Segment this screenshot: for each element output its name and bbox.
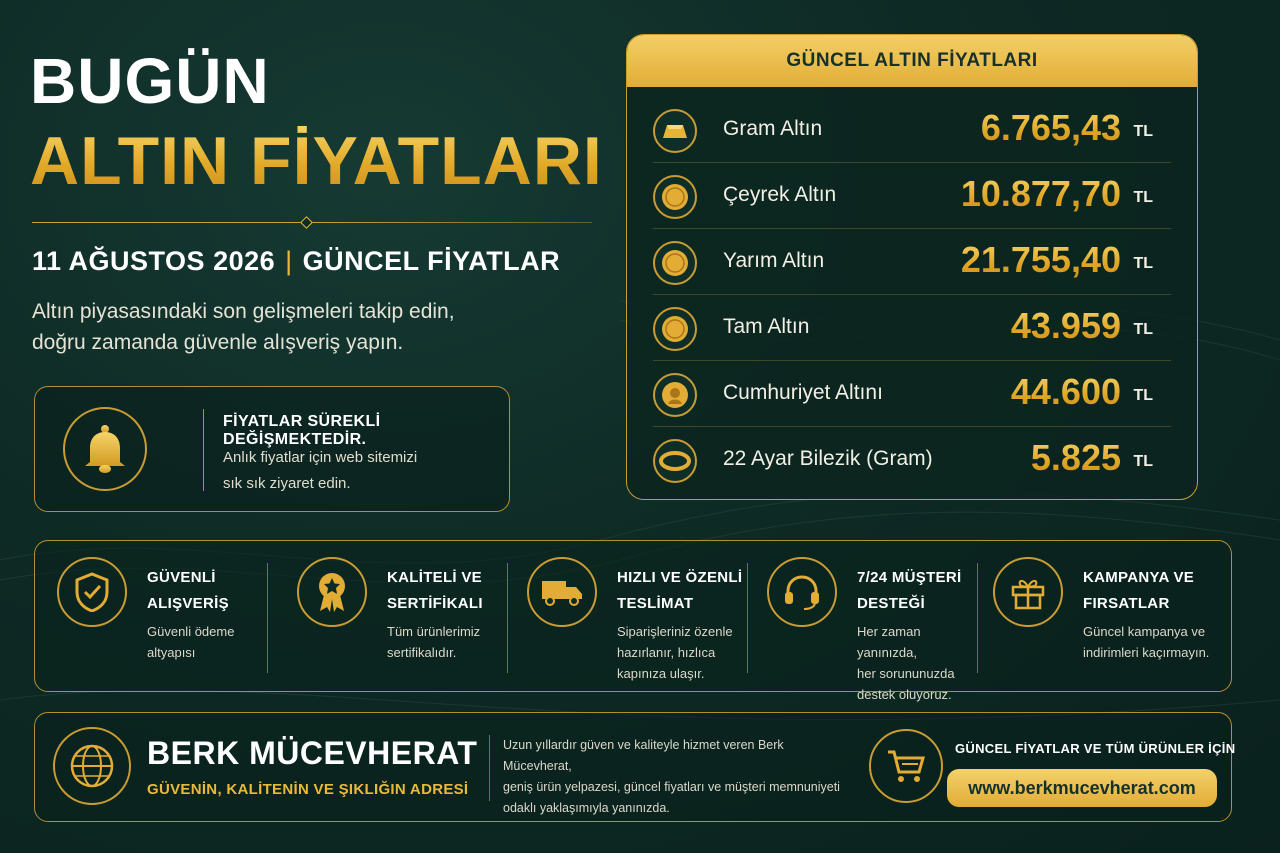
price-name: Çeyrek Altın: [723, 183, 837, 206]
currency-label: TL: [1133, 123, 1153, 140]
brand-slogan: GÜVENİN, KALİTENİN VE ŞIKLIĞIN ADRESİ: [147, 781, 469, 798]
price-value: 10.877,70: [960, 173, 1121, 214]
feature-customer-support: [767, 555, 983, 702]
intro-text: [32, 296, 552, 358]
feature-desc: kapınıza ulaşır.: [617, 666, 705, 681]
feature-title: 7/24 MÜŞTERİ: [857, 569, 962, 586]
date-separator: |: [285, 246, 293, 276]
price-row: [653, 361, 1171, 427]
price-value: 43.959: [1010, 305, 1121, 346]
price-name: Gram Altın: [723, 117, 823, 140]
shopping-cart-icon: [869, 729, 943, 803]
title-divider: [32, 218, 592, 228]
subtitle-text: GÜNCEL FİYATLAR: [302, 246, 561, 276]
price-row: [653, 295, 1171, 361]
price-panel-title: GÜNCEL ALTIN FİYATLARI: [627, 35, 1197, 87]
feature-desc: hazırlanır, hızlıca: [617, 645, 716, 660]
shield-check-icon: [57, 557, 127, 627]
feature-secure-shopping: [57, 555, 267, 679]
feature-title: HIZLI VE ÖZENLİ: [617, 569, 743, 586]
brand-desc-line: Uzun yıllardır güven ve kaliteyle hizmet veren Berk Mücevherat,: [503, 738, 784, 773]
feature-title: KAMPANYA VE: [1083, 569, 1195, 586]
feature-title: KALİTELİ VE: [387, 569, 482, 586]
price-value: 21.755,40: [960, 239, 1121, 280]
gift-icon: [993, 557, 1063, 627]
feature-desc: altyapısı: [147, 645, 196, 660]
date-text: 11 AĞUSTOS 2026: [32, 246, 276, 276]
intro-line1: Altın piyasasındaki son gelişmeleri takip edin,: [32, 300, 455, 323]
headset-icon: [767, 557, 837, 627]
price-panel: [626, 34, 1198, 500]
feature-desc: sertifikalıdır.: [387, 645, 457, 660]
notice-line1: Anlık fiyatlar için web sitemizi: [223, 449, 418, 466]
brand-footer: [34, 712, 1236, 822]
price-value: 5.825: [1030, 437, 1121, 478]
bracelet-icon: [653, 439, 697, 483]
cta-heading: GÜNCEL FİYATLAR VE TÜM ÜRÜNLER İÇİN: [955, 741, 1236, 756]
price-value: 6.765,43: [980, 107, 1121, 148]
feature-title: DESTEĞİ: [857, 595, 925, 612]
gold-coin-icon: [653, 307, 697, 351]
price-name: Yarım Altın: [723, 249, 825, 272]
price-row: [653, 97, 1171, 163]
price-row: [653, 229, 1171, 295]
award-ribbon-icon: [297, 557, 367, 627]
gold-coin-icon: [653, 241, 697, 285]
features-strip: [34, 540, 1232, 702]
feature-desc: Her zaman yanınızda,: [857, 624, 921, 660]
currency-label: TL: [1133, 387, 1153, 404]
republic-coin-icon: [653, 373, 697, 417]
price-name: 22 Ayar Bilezik (Gram): [723, 447, 933, 470]
price-name: Tam Altın: [723, 315, 810, 338]
currency-label: TL: [1133, 453, 1153, 470]
website-link[interactable]: www.berkmucevherat.com: [947, 769, 1217, 807]
notice-title: FİYATLAR SÜREKLİ DEĞİŞMEKTEDİR.: [223, 413, 381, 448]
feature-campaigns: [993, 555, 1223, 679]
feature-desc: destek oluyoruz.: [857, 687, 952, 702]
brand-desc-line: odaklı yaklaşımıyla yanınızda.: [503, 801, 670, 815]
brand-description: [503, 735, 853, 819]
price-row: [653, 427, 1171, 493]
intro-line2: doğru zamanda güvenle alışveriş yapın.: [32, 331, 404, 354]
currency-label: TL: [1133, 321, 1153, 338]
feature-desc: Güncel kampanya ve: [1083, 624, 1206, 639]
price-value: 44.600: [1010, 371, 1121, 412]
feature-title: FIRSATLAR: [1083, 595, 1170, 612]
feature-desc: Tüm ürünlerimiz: [387, 624, 481, 639]
price-name: Cumhuriyet Altını: [723, 381, 883, 404]
feature-quality-certified: [297, 555, 507, 679]
feature-desc: indirimleri kaçırmayın.: [1083, 645, 1210, 660]
feature-title: ALIŞVERİŞ: [147, 595, 229, 612]
feature-title: SERTİFİKALI: [387, 595, 483, 612]
title-line2: ALTIN FİYATLARI: [30, 123, 603, 199]
title-line1: BUGÜN: [30, 45, 270, 117]
feature-title: TESLİMAT: [617, 595, 694, 612]
currency-label: TL: [1133, 189, 1153, 206]
price-row: [653, 163, 1171, 229]
feature-fast-delivery: [527, 555, 747, 679]
bell-icon: [63, 407, 147, 491]
brand-desc-line: geniş ürün yelpazesi, güncel fiyatları ve müşteri memnuniyeti: [503, 780, 840, 794]
delivery-truck-icon: [527, 557, 597, 627]
notice-body: [223, 445, 483, 497]
globe-icon: [53, 727, 131, 805]
currency-label: TL: [1133, 255, 1153, 272]
notice-line2: sık sık ziyaret edin.: [223, 475, 351, 492]
feature-desc: Siparişleriniz özenle: [617, 624, 733, 639]
feature-desc: Güvenli ödeme: [147, 624, 235, 639]
feature-desc: her sorununuzda: [857, 666, 955, 681]
brand-name: BERK MÜCEVHERAT: [147, 735, 478, 771]
gold-bar-icon: [653, 109, 697, 153]
gold-coin-icon: [653, 175, 697, 219]
price-change-notice: [34, 386, 510, 512]
date-line: [32, 246, 560, 277]
feature-title: GÜVENLİ: [147, 569, 216, 586]
